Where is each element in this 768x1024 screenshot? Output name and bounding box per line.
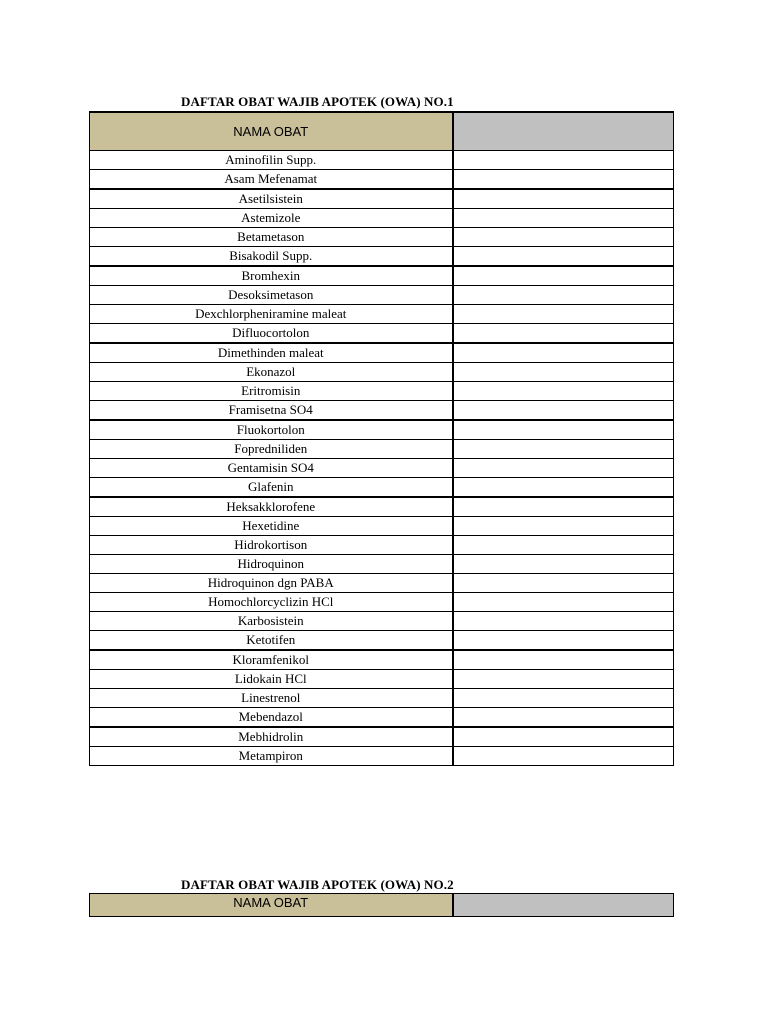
blank-cell [453, 612, 674, 631]
drug-name-cell: Bisakodil Supp. [90, 247, 453, 267]
table-row [90, 631, 674, 651]
blank-cell [453, 459, 674, 478]
table-row [90, 228, 674, 247]
blank-cell [453, 189, 674, 209]
table-row [90, 440, 674, 459]
table-row [90, 363, 674, 382]
blank-cell [453, 517, 674, 536]
blank-cell [453, 266, 674, 286]
column-header-nama-obat: NAMA OBAT [90, 112, 453, 151]
table-row [90, 286, 674, 305]
drug-list-body [90, 151, 674, 766]
table-row [90, 343, 674, 363]
blank-cell [453, 401, 674, 421]
drug-name-cell: Framisetna SO4 [90, 401, 453, 421]
table-row [90, 536, 674, 555]
blank-cell [453, 170, 674, 190]
table-row [90, 189, 674, 209]
drug-name-cell: Difluocortolon [90, 324, 453, 344]
drug-name-cell: Bromhexin [90, 266, 453, 286]
blank-cell [453, 650, 674, 670]
drug-name-cell: Hidroquinon [90, 555, 453, 574]
drug-name-cell: Glafenin [90, 478, 453, 498]
table-row [90, 593, 674, 612]
blank-cell [453, 343, 674, 363]
drug-name-cell: Desoksimetason [90, 286, 453, 305]
blank-cell [453, 689, 674, 708]
table-header-row [90, 112, 674, 151]
drug-name-cell: Dexchlorpheniramine maleat [90, 305, 453, 324]
drug-list-table-1 [89, 111, 674, 766]
drug-name-cell: Mebhidrolin [90, 727, 453, 747]
table-row [90, 747, 674, 766]
blank-cell [453, 363, 674, 382]
table-row [90, 727, 674, 747]
blank-cell [453, 478, 674, 498]
table-row [90, 670, 674, 689]
drug-name-cell: Lidokain HCl [90, 670, 453, 689]
table-row [90, 266, 674, 286]
table-row [90, 170, 674, 190]
section-2-title: DAFTAR OBAT WAJIB APOTEK (OWA) NO.2 [181, 877, 454, 892]
blank-cell [453, 670, 674, 689]
blank-cell [453, 574, 674, 593]
drug-name-cell: Gentamisin SO4 [90, 459, 453, 478]
blank-cell [453, 286, 674, 305]
blank-cell [453, 247, 674, 267]
drug-name-cell: Metampiron [90, 747, 453, 766]
table-row [90, 324, 674, 344]
table-row [90, 151, 674, 170]
table-row [90, 459, 674, 478]
table-row [90, 497, 674, 517]
blank-cell [453, 497, 674, 517]
drug-name-cell: Ekonazol [90, 363, 453, 382]
table-row [90, 478, 674, 498]
table-row [90, 420, 674, 440]
drug-name-cell: Aminofilin Supp. [90, 151, 453, 170]
drug-name-cell: Kloramfenikol [90, 650, 453, 670]
table-row [90, 401, 674, 421]
blank-cell [453, 727, 674, 747]
drug-name-cell: Asetilsistein [90, 189, 453, 209]
drug-name-cell: Fopredniliden [90, 440, 453, 459]
drug-name-cell: Astemizole [90, 209, 453, 228]
blank-cell [453, 631, 674, 651]
drug-name-cell: Karbosistein [90, 612, 453, 631]
blank-cell [453, 382, 674, 401]
table-row [90, 517, 674, 536]
column-header-blank [453, 112, 674, 151]
blank-cell [453, 536, 674, 555]
blank-cell [453, 209, 674, 228]
table-row [90, 247, 674, 267]
table-row [90, 650, 674, 670]
table-header-row [90, 894, 674, 917]
drug-name-cell: Asam Mefenamat [90, 170, 453, 190]
drug-name-cell: Betametason [90, 228, 453, 247]
blank-cell [453, 747, 674, 766]
drug-name-cell: Ketotifen [90, 631, 453, 651]
drug-name-cell: Heksakklorofene [90, 497, 453, 517]
column-header-nama-obat: NAMA OBAT [90, 894, 453, 917]
drug-name-cell: Linestrenol [90, 689, 453, 708]
table-row [90, 382, 674, 401]
drug-name-cell: Hexetidine [90, 517, 453, 536]
blank-cell [453, 324, 674, 344]
drug-name-cell: Mebendazol [90, 708, 453, 728]
drug-name-cell: Fluokortolon [90, 420, 453, 440]
table-row [90, 555, 674, 574]
table-row [90, 612, 674, 631]
blank-cell [453, 440, 674, 459]
blank-cell [453, 555, 674, 574]
section-1-title: DAFTAR OBAT WAJIB APOTEK (OWA) NO.1 [181, 94, 454, 109]
drug-name-cell: Eritromisin [90, 382, 453, 401]
drug-name-cell: Hidrokortison [90, 536, 453, 555]
table-row [90, 209, 674, 228]
blank-cell [453, 708, 674, 728]
blank-cell [453, 151, 674, 170]
drug-name-cell: Hidroquinon dgn PABA [90, 574, 453, 593]
drug-name-cell: Homochlorcyclizin HCl [90, 593, 453, 612]
drug-name-cell: Dimethinden maleat [90, 343, 453, 363]
blank-cell [453, 228, 674, 247]
drug-list-table-2 [89, 893, 674, 917]
table-row [90, 574, 674, 593]
blank-cell [453, 420, 674, 440]
column-header-blank [453, 894, 674, 917]
blank-cell [453, 305, 674, 324]
blank-cell [453, 593, 674, 612]
table-row [90, 689, 674, 708]
table-row [90, 305, 674, 324]
table-row [90, 708, 674, 728]
